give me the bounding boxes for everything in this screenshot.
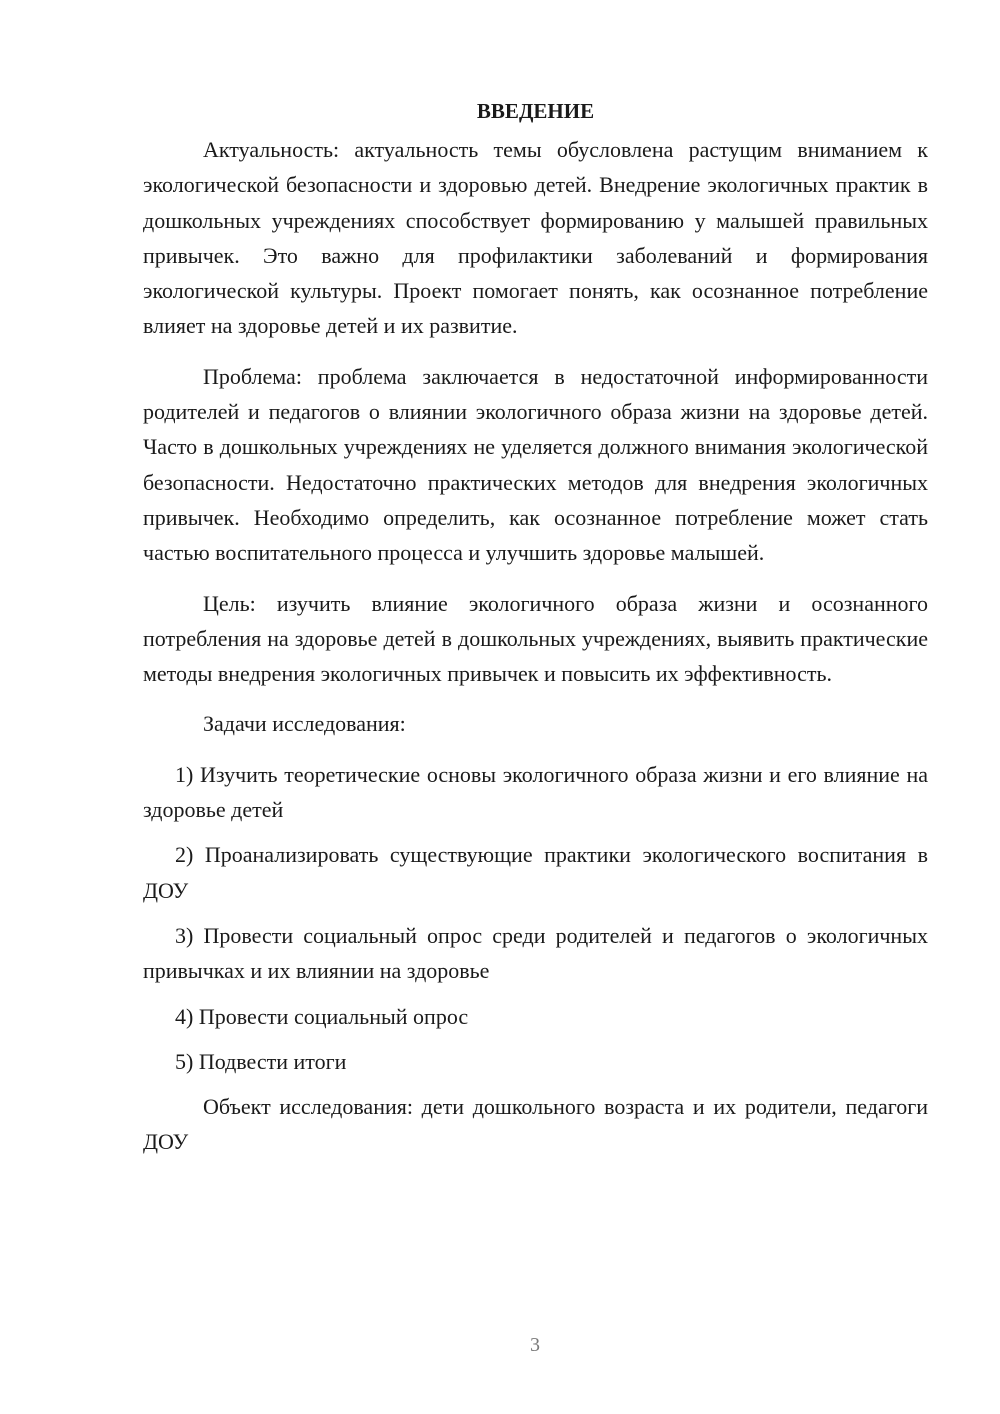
problem-paragraph: Проблема: проблема заключается в недостаточной информированности родителей и педагогов о влиянии экологичного образа жизни на здоровье детей. Часто в дошкольных учреждениях не уделяется должного внимания экологической безопасности. Недостаточно практических методов для внедрения экологичных привычек. Необходимо определить, как осознанное потребление может стать частью воспитательного процесса и улучшить здоровье малышей. — [143, 363, 928, 566]
relevance-paragraph: Актуальность: актуальность темы обусловлена растущим вниманием к экологической безопасности и здоровью детей. Внедрение экологичных практик в дошкольных учреждениях способствует формированию у малышей правильных привычек. Это важно для профилактики заболеваний и формирования экологической культуры. Проект помогает понять, как осознанное потребление влияет на здоровье детей и их развитие. — [143, 137, 928, 339]
list-item: 1) Изучить теоретические основы экологичного образа жизни и его влияние на здоровье детей — [143, 761, 928, 823]
document-page — [143, 96, 928, 1175]
tasks-list — [143, 757, 928, 1079]
goal-paragraph: Цель: изучить влияние экологичного образа жизни и осознанного потребления на здоровье детей в дошкольных учреждениях, выявить практические методы внедрения экологичных привычек и повысить их эффективность. — [143, 590, 928, 687]
list-item: 2) Проанализировать существующие практики экологического воспитания в ДОУ — [143, 842, 928, 903]
page-title: ВВЕДЕНИЕ — [476, 99, 595, 123]
page-number: 3 — [530, 1334, 540, 1356]
tasks-heading: Задачи исследования: — [203, 711, 406, 737]
list-item: 3) Провести социальный опрос среди родителей и педагогов о экологичных привычках и их влиянии на здоровье — [143, 922, 928, 984]
list-item: 4) Провести социальный опрос — [175, 1003, 469, 1029]
object-paragraph: Объект исследования: дети дошкольного возраста и их родители, педагоги ДОУ — [143, 1094, 928, 1155]
list-item: 5) Подвести итоги — [175, 1048, 347, 1074]
